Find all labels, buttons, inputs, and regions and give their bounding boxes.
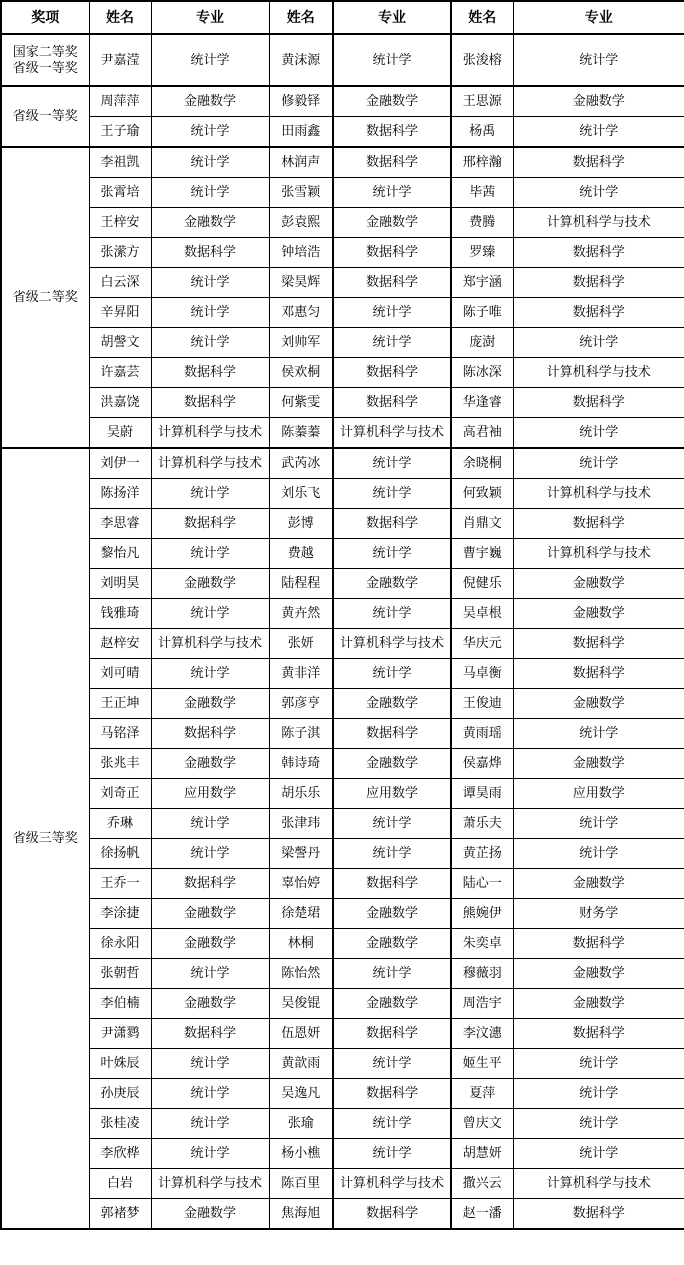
- major-cell: 数据科学: [333, 388, 451, 418]
- major-cell: 统计学: [151, 34, 269, 86]
- table-row: [1, 869, 684, 899]
- name-cell: 尹潇鹨: [89, 1019, 151, 1049]
- major-cell: 金融数学: [333, 569, 451, 599]
- name-cell: 马卓衡: [451, 659, 513, 689]
- table-row: [1, 117, 684, 148]
- name-cell: 黄芷扬: [451, 839, 513, 869]
- major-cell: 金融数学: [333, 86, 451, 117]
- name-cell: 刘伊一: [89, 448, 151, 479]
- name-cell: 吴卓根: [451, 599, 513, 629]
- major-cell: 统计学: [333, 1049, 451, 1079]
- major-cell: 计算机科学与技术: [151, 448, 269, 479]
- name-cell: 陈子唯: [451, 298, 513, 328]
- name-cell: 费腾: [451, 208, 513, 238]
- table-row: [1, 1199, 684, 1230]
- name-cell: 张霄培: [89, 178, 151, 208]
- name-cell: 郑宇涵: [451, 268, 513, 298]
- major-cell: 金融数学: [151, 569, 269, 599]
- major-cell: 计算机科学与技术: [333, 1169, 451, 1199]
- name-cell: 黄非洋: [269, 659, 333, 689]
- major-cell: 统计学: [151, 1139, 269, 1169]
- name-cell: 杨禹: [451, 117, 513, 148]
- award-category-cell: 省级三等奖: [1, 448, 89, 1229]
- table-row: [1, 418, 684, 449]
- major-cell: 统计学: [151, 479, 269, 509]
- name-cell: 陈冰深: [451, 358, 513, 388]
- name-cell: 李汶潓: [451, 1019, 513, 1049]
- name-cell: 张妍: [269, 629, 333, 659]
- name-cell: 华庆元: [451, 629, 513, 659]
- major-cell: 金融数学: [151, 989, 269, 1019]
- major-cell: 金融数学: [513, 599, 684, 629]
- major-cell: 金融数学: [333, 989, 451, 1019]
- major-cell: 统计学: [513, 809, 684, 839]
- name-cell: 韩诗琦: [269, 749, 333, 779]
- name-cell: 白云深: [89, 268, 151, 298]
- major-cell: 金融数学: [151, 208, 269, 238]
- major-cell: 数据科学: [151, 719, 269, 749]
- name-cell: 曹宇巍: [451, 539, 513, 569]
- table-row: [1, 659, 684, 689]
- major-cell: 统计学: [151, 328, 269, 358]
- name-cell: 何紫雯: [269, 388, 333, 418]
- name-cell: 陆程程: [269, 569, 333, 599]
- name-cell: 修毅铎: [269, 86, 333, 117]
- major-cell: 统计学: [151, 839, 269, 869]
- major-cell: 数据科学: [333, 117, 451, 148]
- name-cell: 陈子淇: [269, 719, 333, 749]
- award-category-cell: 省级一等奖: [1, 86, 89, 147]
- major-cell: 金融数学: [151, 929, 269, 959]
- major-cell: 应用数学: [333, 779, 451, 809]
- major-cell: 数据科学: [333, 238, 451, 268]
- major-cell: 统计学: [151, 298, 269, 328]
- major-cell: 统计学: [151, 659, 269, 689]
- major-cell: 统计学: [333, 659, 451, 689]
- major-cell: 金融数学: [333, 689, 451, 719]
- name-cell: 侯嘉烨: [451, 749, 513, 779]
- major-cell: 应用数学: [513, 779, 684, 809]
- major-cell: 数据科学: [513, 509, 684, 539]
- major-cell: 统计学: [333, 839, 451, 869]
- table-row: [1, 208, 684, 238]
- name-cell: 白岩: [89, 1169, 151, 1199]
- name-cell: 高君袖: [451, 418, 513, 449]
- name-cell: 朱奕卓: [451, 929, 513, 959]
- table-row: [1, 899, 684, 929]
- major-cell: 数据科学: [151, 388, 269, 418]
- table-row: [1, 689, 684, 719]
- major-cell: 数据科学: [151, 358, 269, 388]
- major-cell: 统计学: [151, 809, 269, 839]
- name-cell: 刘乐飞: [269, 479, 333, 509]
- name-cell: 张津玮: [269, 809, 333, 839]
- table-row: [1, 599, 684, 629]
- name-cell: 夏萍: [451, 1079, 513, 1109]
- major-cell: 数据科学: [333, 869, 451, 899]
- header-name-2: 姓名: [269, 1, 333, 34]
- major-cell: 统计学: [333, 539, 451, 569]
- table-body: [1, 34, 684, 1229]
- major-cell: 统计学: [513, 418, 684, 449]
- major-cell: 金融数学: [513, 869, 684, 899]
- name-cell: 吴逸凡: [269, 1079, 333, 1109]
- name-cell: 刘帅军: [269, 328, 333, 358]
- name-cell: 孙庚辰: [89, 1079, 151, 1109]
- major-cell: 数据科学: [333, 147, 451, 178]
- major-cell: 统计学: [333, 298, 451, 328]
- major-cell: 统计学: [151, 117, 269, 148]
- major-cell: 计算机科学与技术: [333, 629, 451, 659]
- major-cell: 数据科学: [333, 719, 451, 749]
- table-row: [1, 929, 684, 959]
- major-cell: 统计学: [333, 178, 451, 208]
- name-cell: 马铭泽: [89, 719, 151, 749]
- name-cell: 张瑜: [269, 1109, 333, 1139]
- name-cell: 王正坤: [89, 689, 151, 719]
- name-cell: 林桐: [269, 929, 333, 959]
- name-cell: 焦海旭: [269, 1199, 333, 1230]
- name-cell: 华逢睿: [451, 388, 513, 418]
- table-row: [1, 298, 684, 328]
- name-cell: 刘奇正: [89, 779, 151, 809]
- major-cell: 数据科学: [513, 1019, 684, 1049]
- major-cell: 统计学: [151, 268, 269, 298]
- table-row: [1, 839, 684, 869]
- name-cell: 姬生平: [451, 1049, 513, 1079]
- major-cell: 计算机科学与技术: [513, 479, 684, 509]
- name-cell: 吴俊锟: [269, 989, 333, 1019]
- table-row: [1, 719, 684, 749]
- header-major-3: 专业: [513, 1, 684, 34]
- major-cell: 数据科学: [513, 238, 684, 268]
- name-cell: 武芮冰: [269, 448, 333, 479]
- major-cell: 统计学: [333, 809, 451, 839]
- name-cell: 张桂凌: [89, 1109, 151, 1139]
- major-cell: 金融数学: [333, 929, 451, 959]
- major-cell: 统计学: [513, 448, 684, 479]
- table-row: [1, 358, 684, 388]
- name-cell: 毕茜: [451, 178, 513, 208]
- major-cell: 数据科学: [513, 388, 684, 418]
- name-cell: 钟培浩: [269, 238, 333, 268]
- table-row: [1, 147, 684, 178]
- name-cell: 陈蓁蓁: [269, 418, 333, 449]
- table-row: [1, 268, 684, 298]
- name-cell: 熊婉伊: [451, 899, 513, 929]
- table-row: [1, 388, 684, 418]
- table-row: [1, 809, 684, 839]
- name-cell: 肖鼎文: [451, 509, 513, 539]
- major-cell: 统计学: [513, 34, 684, 86]
- name-cell: 辜怡婷: [269, 869, 333, 899]
- major-cell: 数据科学: [513, 268, 684, 298]
- table-row: [1, 1019, 684, 1049]
- major-cell: 统计学: [333, 1109, 451, 1139]
- major-cell: 金融数学: [513, 989, 684, 1019]
- major-cell: 统计学: [333, 959, 451, 989]
- header-name-3: 姓名: [451, 1, 513, 34]
- name-cell: 谭昊雨: [451, 779, 513, 809]
- major-cell: 数据科学: [513, 659, 684, 689]
- name-cell: 张雪颖: [269, 178, 333, 208]
- major-cell: 统计学: [513, 1139, 684, 1169]
- name-cell: 张朝哲: [89, 959, 151, 989]
- table-row: [1, 238, 684, 268]
- major-cell: 统计学: [151, 959, 269, 989]
- name-cell: 林润声: [269, 147, 333, 178]
- major-cell: 统计学: [333, 1139, 451, 1169]
- major-cell: 金融数学: [513, 86, 684, 117]
- name-cell: 萧乐夫: [451, 809, 513, 839]
- major-cell: 金融数学: [513, 959, 684, 989]
- name-cell: 李思睿: [89, 509, 151, 539]
- major-cell: 金融数学: [151, 899, 269, 929]
- name-cell: 王梓安: [89, 208, 151, 238]
- name-cell: 彭袁熙: [269, 208, 333, 238]
- major-cell: 金融数学: [333, 749, 451, 779]
- major-cell: 数据科学: [513, 298, 684, 328]
- major-cell: 统计学: [333, 448, 451, 479]
- name-cell: 撒兴云: [451, 1169, 513, 1199]
- major-cell: 金融数学: [151, 689, 269, 719]
- header-major-1: 专业: [151, 1, 269, 34]
- name-cell: 杨小樵: [269, 1139, 333, 1169]
- table-row: [1, 86, 684, 117]
- major-cell: 数据科学: [333, 1199, 451, 1230]
- major-cell: 数据科学: [513, 929, 684, 959]
- table-row: [1, 479, 684, 509]
- header-name-1: 姓名: [89, 1, 151, 34]
- name-cell: 郭褚梦: [89, 1199, 151, 1230]
- header-major-2: 专业: [333, 1, 451, 34]
- award-category-cell: 国家二等奖 省级一等奖: [1, 34, 89, 86]
- name-cell: 钱雅琦: [89, 599, 151, 629]
- major-cell: 计算机科学与技术: [513, 358, 684, 388]
- major-cell: 统计学: [333, 34, 451, 86]
- name-cell: 陈扬洋: [89, 479, 151, 509]
- table-row: [1, 1139, 684, 1169]
- major-cell: 计算机科学与技术: [333, 418, 451, 449]
- name-cell: 赵梓安: [89, 629, 151, 659]
- name-cell: 周浩宇: [451, 989, 513, 1019]
- major-cell: 统计学: [151, 1049, 269, 1079]
- name-cell: 邓惠匀: [269, 298, 333, 328]
- major-cell: 计算机科学与技术: [151, 418, 269, 449]
- table-row: [1, 539, 684, 569]
- major-cell: 财务学: [513, 899, 684, 929]
- name-cell: 李欣桦: [89, 1139, 151, 1169]
- name-cell: 倪健乐: [451, 569, 513, 599]
- table-row: [1, 779, 684, 809]
- name-cell: 洪嘉饶: [89, 388, 151, 418]
- major-cell: 统计学: [513, 719, 684, 749]
- name-cell: 郭彦亨: [269, 689, 333, 719]
- table-row: [1, 34, 684, 86]
- name-cell: 邢梓瀚: [451, 147, 513, 178]
- table-row: [1, 959, 684, 989]
- name-cell: 费越: [269, 539, 333, 569]
- table-row: [1, 328, 684, 358]
- major-cell: 统计学: [513, 178, 684, 208]
- table-row: [1, 1109, 684, 1139]
- header-award: 奖项: [1, 1, 89, 34]
- name-cell: 彭博: [269, 509, 333, 539]
- table-row: [1, 989, 684, 1019]
- name-cell: 赵一潘: [451, 1199, 513, 1230]
- name-cell: 胡謦文: [89, 328, 151, 358]
- name-cell: 吴蔚: [89, 418, 151, 449]
- name-cell: 乔琳: [89, 809, 151, 839]
- major-cell: 数据科学: [513, 1199, 684, 1230]
- major-cell: 统计学: [513, 328, 684, 358]
- major-cell: 数据科学: [151, 869, 269, 899]
- major-cell: 统计学: [513, 839, 684, 869]
- name-cell: 周萍萍: [89, 86, 151, 117]
- table-row: [1, 178, 684, 208]
- table-row: [1, 629, 684, 659]
- major-cell: 统计学: [513, 117, 684, 148]
- major-cell: 计算机科学与技术: [151, 629, 269, 659]
- name-cell: 黄歆雨: [269, 1049, 333, 1079]
- major-cell: 统计学: [151, 1079, 269, 1109]
- name-cell: 刘可晴: [89, 659, 151, 689]
- name-cell: 辛昇阳: [89, 298, 151, 328]
- major-cell: 统计学: [333, 479, 451, 509]
- table-row: [1, 509, 684, 539]
- major-cell: 金融数学: [513, 689, 684, 719]
- table-row: [1, 448, 684, 479]
- name-cell: 胡乐乐: [269, 779, 333, 809]
- name-cell: 梁謦丹: [269, 839, 333, 869]
- table-row: [1, 1079, 684, 1109]
- name-cell: 陈百里: [269, 1169, 333, 1199]
- major-cell: 数据科学: [513, 147, 684, 178]
- table-row: [1, 1049, 684, 1079]
- name-cell: 张潆方: [89, 238, 151, 268]
- award-category-cell: 省级二等奖: [1, 147, 89, 448]
- name-cell: 王思源: [451, 86, 513, 117]
- major-cell: 数据科学: [151, 509, 269, 539]
- major-cell: 统计学: [151, 1109, 269, 1139]
- major-cell: 金融数学: [513, 749, 684, 779]
- name-cell: 何致颖: [451, 479, 513, 509]
- major-cell: 统计学: [513, 1109, 684, 1139]
- major-cell: 计算机科学与技术: [513, 1169, 684, 1199]
- name-cell: 梁昊辉: [269, 268, 333, 298]
- major-cell: 数据科学: [151, 1019, 269, 1049]
- name-cell: 余晓桐: [451, 448, 513, 479]
- major-cell: 金融数学: [151, 86, 269, 117]
- name-cell: 李涂捷: [89, 899, 151, 929]
- name-cell: 李祖凯: [89, 147, 151, 178]
- major-cell: 统计学: [333, 328, 451, 358]
- name-cell: 叶姝辰: [89, 1049, 151, 1079]
- major-cell: 数据科学: [333, 268, 451, 298]
- name-cell: 尹嘉滢: [89, 34, 151, 86]
- table-row: [1, 569, 684, 599]
- name-cell: 王子瑜: [89, 117, 151, 148]
- name-cell: 黄沫源: [269, 34, 333, 86]
- major-cell: 计算机科学与技术: [513, 539, 684, 569]
- major-cell: 金融数学: [151, 749, 269, 779]
- major-cell: 金融数学: [333, 899, 451, 929]
- name-cell: 李伯楠: [89, 989, 151, 1019]
- name-cell: 王俊迪: [451, 689, 513, 719]
- name-cell: 罗臻: [451, 238, 513, 268]
- major-cell: 统计学: [513, 1079, 684, 1109]
- major-cell: 统计学: [333, 599, 451, 629]
- major-cell: 数据科学: [151, 238, 269, 268]
- major-cell: 计算机科学与技术: [151, 1169, 269, 1199]
- name-cell: 张浚榕: [451, 34, 513, 86]
- name-cell: 黄卉然: [269, 599, 333, 629]
- name-cell: 张兆丰: [89, 749, 151, 779]
- name-cell: 徐扬帆: [89, 839, 151, 869]
- name-cell: 田雨鑫: [269, 117, 333, 148]
- major-cell: 金融数学: [151, 1199, 269, 1230]
- table-row: [1, 749, 684, 779]
- major-cell: 数据科学: [333, 1019, 451, 1049]
- name-cell: 胡慧妍: [451, 1139, 513, 1169]
- major-cell: 统计学: [151, 599, 269, 629]
- name-cell: 黎怡凡: [89, 539, 151, 569]
- major-cell: 数据科学: [513, 629, 684, 659]
- name-cell: 穆薇羽: [451, 959, 513, 989]
- major-cell: 统计学: [513, 1049, 684, 1079]
- name-cell: 许嘉芸: [89, 358, 151, 388]
- major-cell: 计算机科学与技术: [513, 208, 684, 238]
- major-cell: 数据科学: [333, 358, 451, 388]
- name-cell: 伍恩妍: [269, 1019, 333, 1049]
- major-cell: 金融数学: [513, 569, 684, 599]
- name-cell: 陆心一: [451, 869, 513, 899]
- table-header-row: [1, 1, 684, 34]
- name-cell: 黄雨瑶: [451, 719, 513, 749]
- major-cell: 应用数学: [151, 779, 269, 809]
- major-cell: 金融数学: [333, 208, 451, 238]
- major-cell: 统计学: [151, 147, 269, 178]
- name-cell: 徐永阳: [89, 929, 151, 959]
- name-cell: 刘明昊: [89, 569, 151, 599]
- major-cell: 数据科学: [333, 1079, 451, 1109]
- major-cell: 统计学: [151, 178, 269, 208]
- name-cell: 庞澍: [451, 328, 513, 358]
- name-cell: 曾庆文: [451, 1109, 513, 1139]
- major-cell: 统计学: [151, 539, 269, 569]
- name-cell: 陈怡然: [269, 959, 333, 989]
- name-cell: 徐楚珺: [269, 899, 333, 929]
- name-cell: 王乔一: [89, 869, 151, 899]
- name-cell: 侯欢桐: [269, 358, 333, 388]
- major-cell: 数据科学: [333, 509, 451, 539]
- table-row: [1, 1169, 684, 1199]
